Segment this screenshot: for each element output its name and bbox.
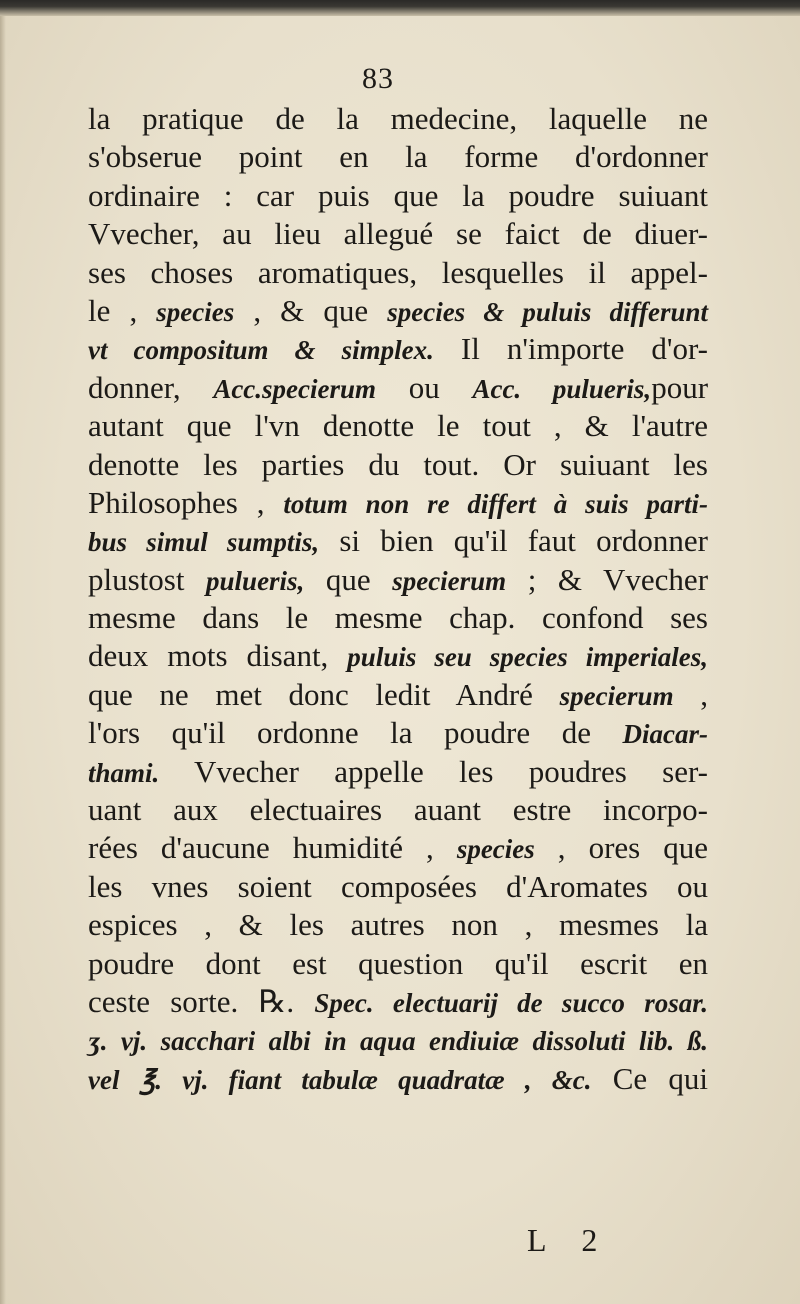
- text-segment: l'ors qu'il ordonne la poudre de: [88, 715, 623, 751]
- text-segment: poudre dont est question qu'il escrit en: [88, 945, 708, 981]
- text-segment: ou: [376, 369, 473, 405]
- text-line: [88, 254, 708, 292]
- text-segment: les vnes soient composées d'Aromates ou: [88, 868, 708, 904]
- italic-latin-text: totum non re differt à suis parti-: [283, 488, 708, 519]
- italic-latin-text: vel ℥. vj. fiant tabulæ quadratæ ,: [88, 1064, 532, 1095]
- text-segment: , ores que: [534, 830, 708, 866]
- text-line: [88, 714, 708, 752]
- italic-latin-text: bus simul sumptis,: [88, 527, 320, 558]
- text-line: [88, 292, 708, 330]
- text-line: [88, 369, 708, 407]
- text-segment: que: [304, 561, 393, 597]
- italic-latin-text: Diacar-: [622, 719, 708, 750]
- text-line: [88, 446, 708, 484]
- italic-latin-text: thami.: [88, 757, 160, 788]
- text-segment: donner,: [88, 369, 214, 405]
- text-line: [88, 561, 708, 599]
- text-line: [88, 522, 708, 560]
- text-line: [88, 945, 708, 983]
- italic-latin-text: specierum: [392, 565, 507, 596]
- page-number: 83: [362, 62, 394, 95]
- text-line: [88, 484, 708, 522]
- italic-latin-text: pulueris,: [206, 565, 305, 596]
- text-line: [88, 215, 708, 253]
- text-line: [88, 1060, 708, 1098]
- text-segment: la pratique de la medecine, laquelle ne: [88, 101, 708, 136]
- text-segment: ceste sorte. ℞.: [88, 983, 315, 1019]
- italic-latin-text: &c.: [531, 1064, 592, 1095]
- text-segment: Il n'importe d'or-: [433, 331, 708, 367]
- text-segment: mesme dans le mesme chap. confond ses: [88, 600, 708, 636]
- italic-latin-text: species: [456, 834, 535, 865]
- text-line: [88, 983, 708, 1021]
- text-segment: s'obserue point en la forme d'ordonner: [88, 139, 708, 175]
- text-line: [88, 407, 708, 445]
- text-line: [88, 138, 708, 176]
- italic-latin-text: puluis seu species imperiales,: [347, 642, 708, 673]
- text-line: [88, 868, 708, 906]
- text-line: [88, 906, 708, 944]
- text-segment: autant que l'vn denotte le tout , & l'autre: [88, 408, 708, 444]
- text-segment: pour: [651, 369, 709, 405]
- text-segment: Philosophes ,: [88, 484, 284, 520]
- text-line: [88, 829, 708, 867]
- text-segment: ,: [673, 676, 709, 712]
- text-segment: Vvecher, au lieu allegué se faict de diuer-: [88, 216, 708, 252]
- text-line: [88, 330, 708, 368]
- italic-latin-text: Acc. pulueris,: [472, 373, 652, 404]
- italic-latin-text: specierum: [559, 680, 674, 711]
- text-segment: deux mots disant,: [88, 638, 348, 674]
- text-segment: espices , & les autres non , mesmes la: [88, 907, 708, 943]
- italic-latin-text: ʒ. vj. sacchari albi in aqua endiuiæ dissoluti lib. ß.: [88, 1026, 708, 1057]
- text-segment: denotte les parties du tout. Or suiuant les: [88, 446, 708, 482]
- text-segment: le ,: [88, 292, 157, 328]
- text-segment: rées d'aucune humidité ,: [88, 830, 457, 866]
- text-line: [88, 177, 708, 215]
- body-text: [88, 100, 708, 1098]
- text-line: [88, 676, 708, 714]
- text-segment: Ce qui: [591, 1060, 708, 1096]
- italic-latin-text: Acc.specierum: [213, 373, 377, 404]
- text-segment: , & que: [234, 292, 388, 328]
- text-segment: Vvecher appelle les poudres ser-: [159, 753, 708, 789]
- page-top-edge: [0, 0, 800, 16]
- text-segment: plustost: [88, 561, 207, 597]
- text-segment: ses choses aromatiques, lesquelles il appel-: [88, 254, 708, 290]
- text-line: [88, 100, 708, 138]
- text-segment: si bien qu'il faut ordonner: [319, 523, 708, 559]
- text-line: [88, 791, 708, 829]
- catchword: L 2: [527, 1222, 612, 1258]
- text-line: [88, 599, 708, 637]
- text-segment: ; & Vvecher: [506, 561, 709, 597]
- text-line: [88, 1021, 708, 1059]
- text-segment: uant aux electuaires auant estre incorpo-: [88, 792, 708, 828]
- italic-latin-text: Spec. electuarij de succo rosar.: [314, 987, 708, 1018]
- text-line: [88, 637, 708, 675]
- text-line: [88, 753, 708, 791]
- page-left-edge: [0, 16, 6, 1304]
- italic-latin-text: species: [156, 296, 235, 327]
- italic-latin-text: species & puluis differunt: [387, 296, 708, 327]
- text-segment: que ne met donc ledit André: [88, 676, 560, 712]
- italic-latin-text: vt compositum & simplex.: [88, 335, 434, 366]
- text-segment: ordinaire : car puis que la poudre suiuant: [88, 177, 708, 213]
